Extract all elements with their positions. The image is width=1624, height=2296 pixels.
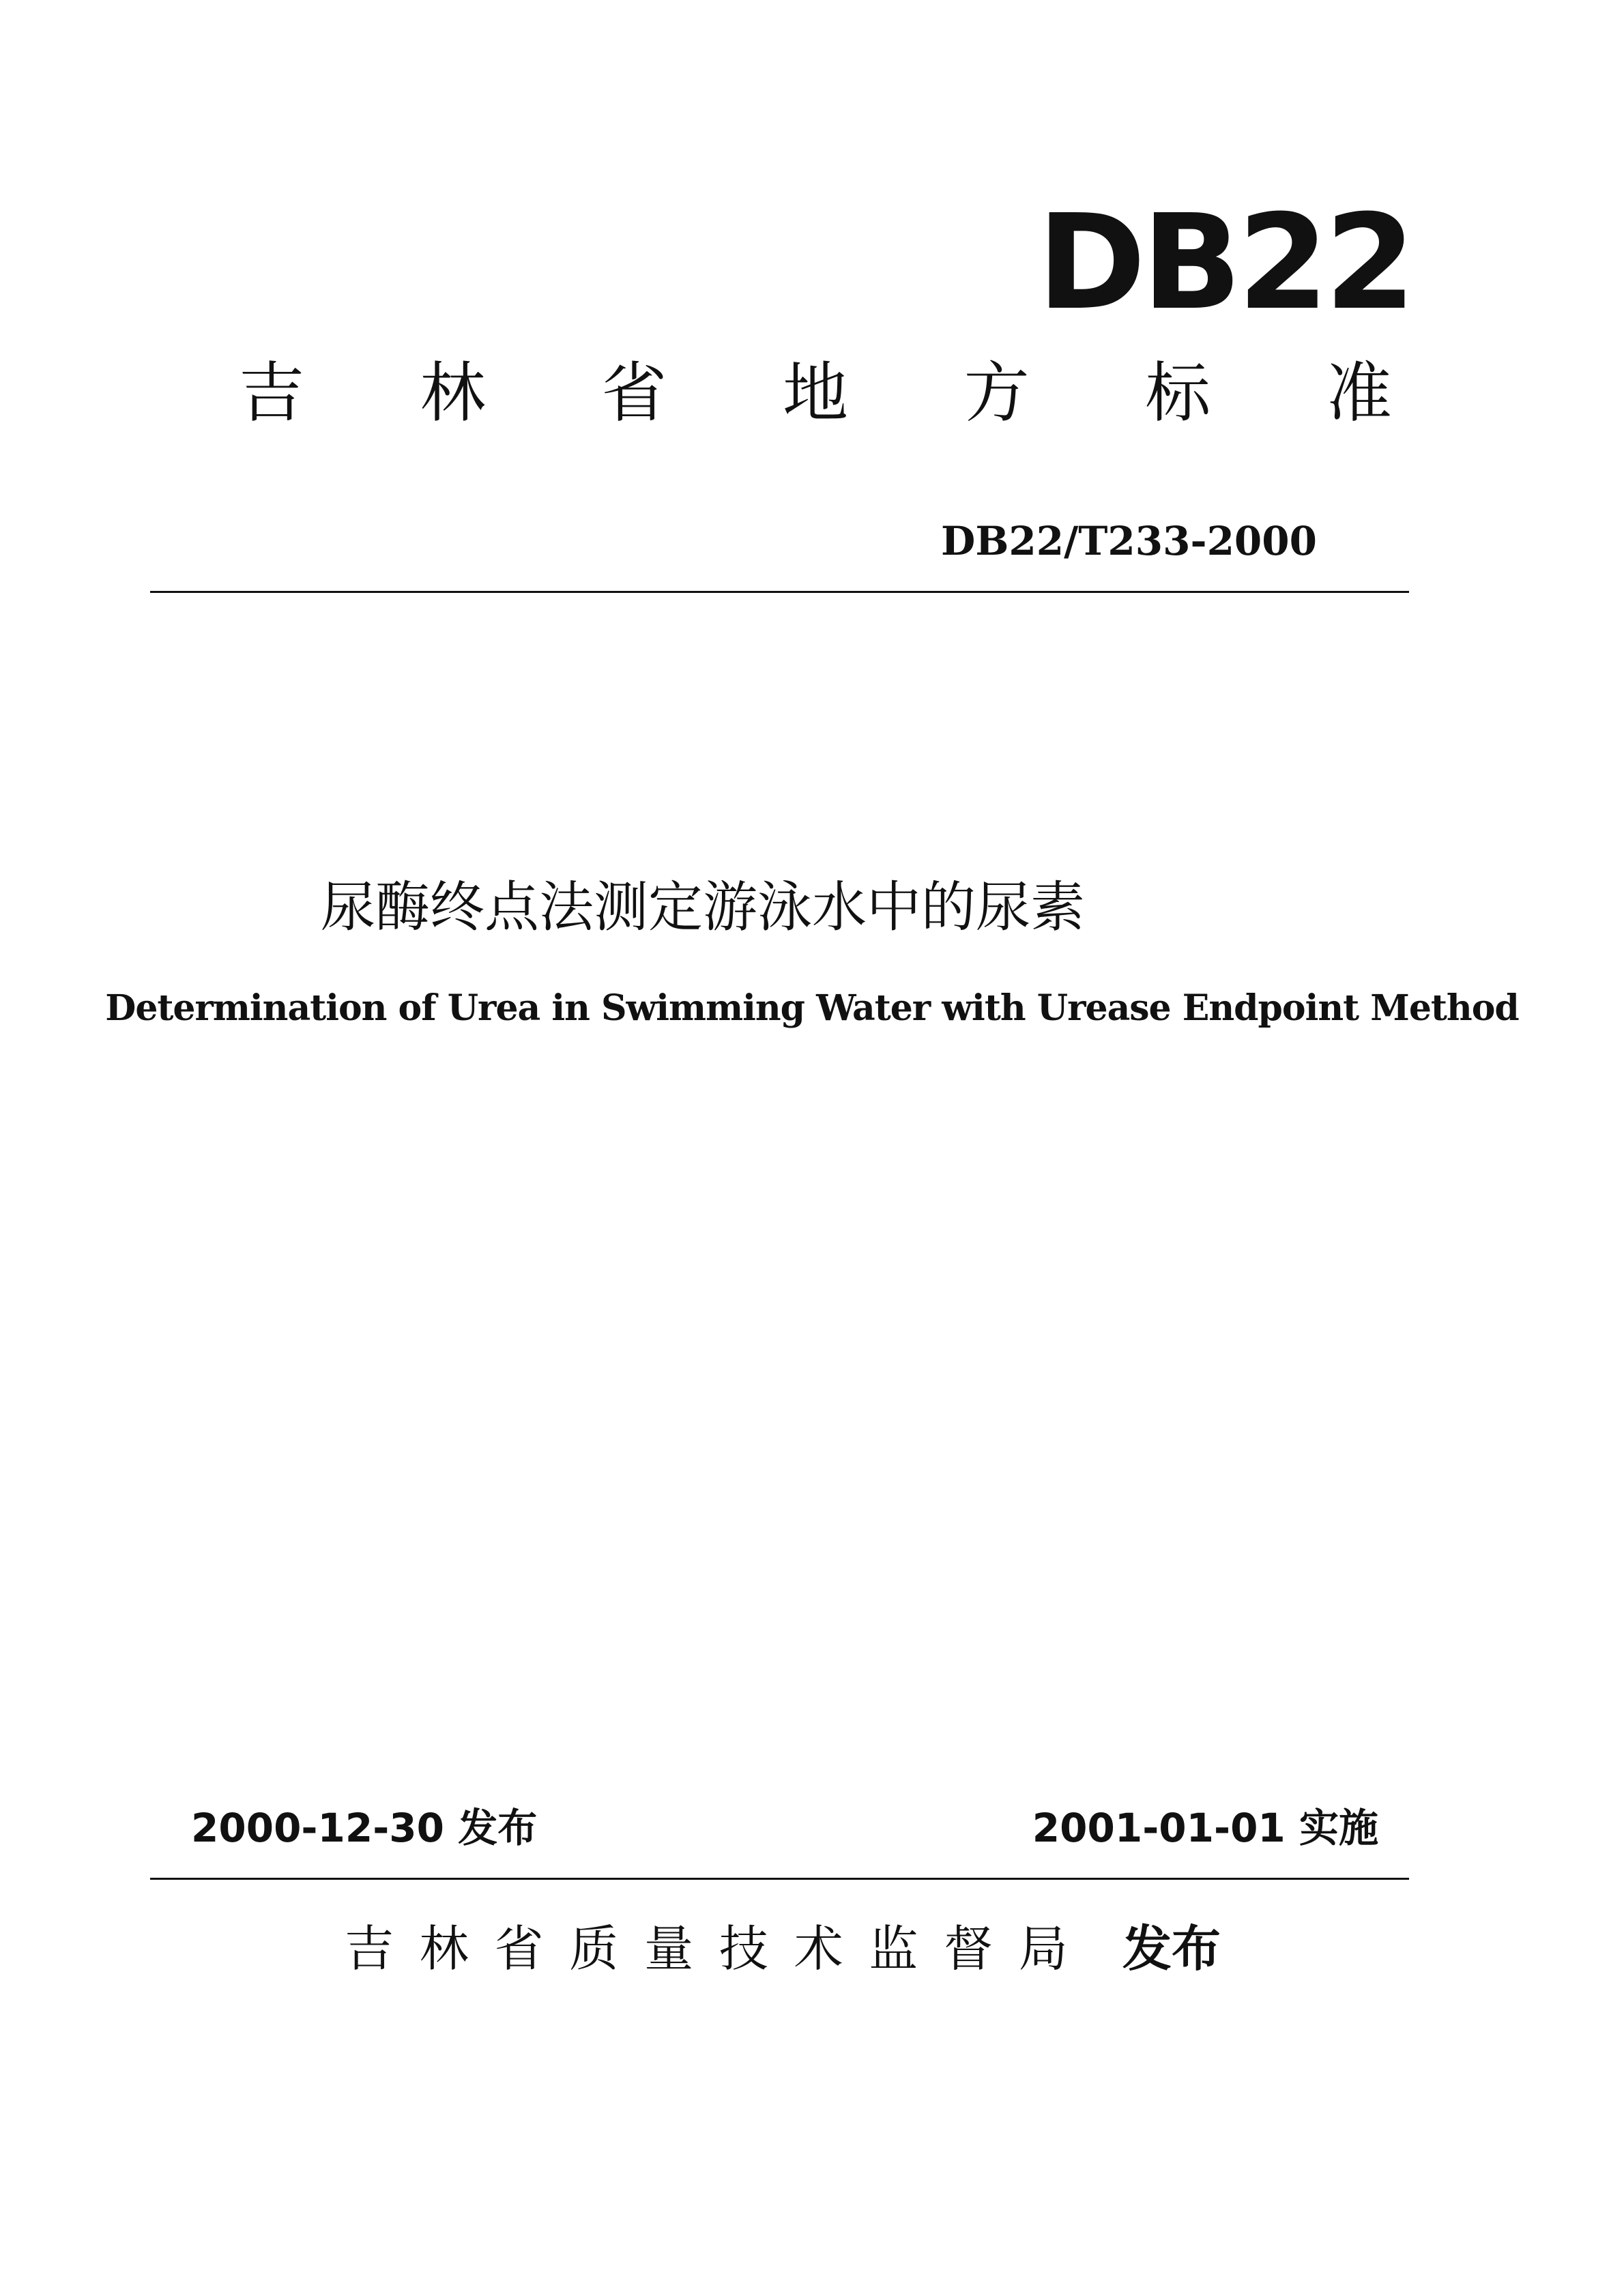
header-divider	[150, 591, 1409, 593]
standard-type-char: 省	[601, 355, 667, 431]
effective-date: 2001-01-01 实施	[1032, 1805, 1378, 1851]
standard-number: DB22/T233-2000	[941, 518, 1317, 564]
issue-date: 2000-12-30 发布	[191, 1805, 538, 1851]
publisher-suffix: 发布	[1122, 1920, 1221, 1977]
standard-type-char: 准	[1326, 355, 1392, 431]
publisher-char: 督	[944, 1920, 994, 1977]
standard-type-char: 方	[963, 355, 1030, 431]
standard-code-logo: DB22	[1037, 187, 1412, 339]
title-english: Determination of Urea in Swimming Water with Urease Endpoint Method	[105, 987, 1519, 1029]
title-chinese: 尿酶终点法测定游泳水中的尿素	[321, 875, 1085, 939]
publisher-char: 监	[869, 1920, 918, 1977]
publisher-name	[345, 1920, 1068, 1977]
standard-type-char: 林	[420, 355, 486, 431]
publisher-char: 林	[419, 1920, 469, 1977]
footer-divider	[150, 1878, 1409, 1880]
standard-type-char: 地	[782, 355, 848, 431]
publisher-char: 省	[494, 1920, 544, 1977]
publisher-char: 吉	[345, 1920, 394, 1977]
standard-type-char: 吉	[239, 355, 304, 431]
publisher-char: 量	[644, 1920, 694, 1977]
publisher-char: 局	[1018, 1920, 1068, 1977]
publisher-char: 技	[719, 1920, 768, 1977]
standard-type-char: 标	[1145, 355, 1211, 431]
standard-type-heading	[239, 355, 1392, 431]
publisher-char: 术	[794, 1920, 843, 1977]
publisher-char: 质	[569, 1920, 619, 1977]
